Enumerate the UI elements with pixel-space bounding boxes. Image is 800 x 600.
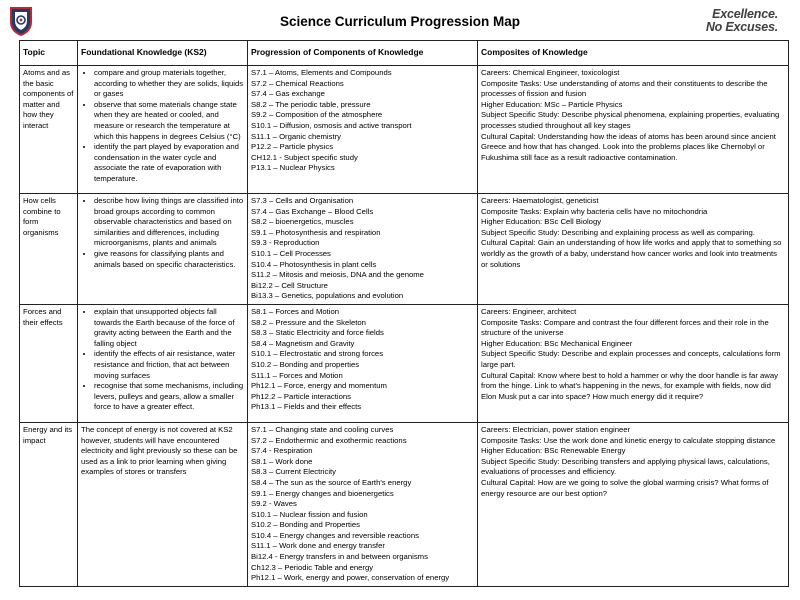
progression-item: S10.2 – Bonding and Properties [251, 520, 360, 530]
page-title: Science Curriculum Progression Map [279, 14, 521, 29]
progression-item: S7.4 – Gas Exchange – Blood Cells [251, 206, 374, 216]
progression-item: S8.2 – The periodic table, pressure [251, 99, 371, 109]
table-row [20, 304, 789, 422]
composite-item: Careers: Chemical Engineer, toxicologist [481, 68, 620, 77]
progression-item: S10.1 – Nuclear fission and fusion [251, 509, 368, 519]
table-row [20, 422, 789, 586]
composite-item: Higher Education: BSc Renewable Energy [481, 446, 626, 456]
ks2-bullet: • compare and group materials together, according to whether they are solids, liquids or gases [94, 68, 244, 100]
table-row [20, 194, 789, 305]
ks2-bullet: • give reasons for classifying plants and animals based on specific characteristics. [94, 249, 244, 270]
table-row [20, 66, 789, 194]
progression-item: Bi13.3 – Genetics, populations and evolution [251, 291, 404, 301]
progression-item: Ph13.1 – Fields and their effects [251, 402, 362, 412]
progression-item: S8.4 – Magnetism and Gravity [251, 338, 355, 348]
ks2-bullet: • observe that some materials change state when they are heated or cooled, and measure or research the temperature at which this happens in degrees Celsius (°C) [94, 100, 244, 142]
progression-item: S11.2 – Mitosis and meiosis, DNA and the genome [251, 270, 424, 280]
progression-item: S9.1 – Photosynthesis and respiration [251, 227, 381, 237]
ks2-bullet: • identify the effects of air resistance, water resistance and friction, that act between moving surfaces [94, 349, 244, 381]
composite-item: Careers: Electrician, power station engineer [481, 424, 631, 434]
progression-item: S10.4 – Photosynthesis in plant cells [251, 259, 377, 269]
progression-item: S7.4 - Respiration [251, 446, 313, 456]
ks2-bullet: • recognise that some mechanisms, including levers, pulleys and gears, allow a smaller force to have a greater effect. [94, 381, 244, 413]
progression-item: Ph12.2 – Particle interactions [251, 391, 351, 401]
composite-item: Higher Education: MSc – Particle Physics [481, 99, 623, 109]
progression-item: P13.1 – Nuclear Physics [251, 163, 335, 173]
composite-item: Cultural Capital: How are we going to solve the global warming crisis? What forms of energy resource are our best option? [481, 477, 769, 498]
progression-item: Bi12.2 – Cell Structure [251, 280, 328, 290]
topic-cell: Atoms and as the basic components of matter and how they interact [20, 66, 78, 194]
progression-cell [248, 194, 478, 305]
composite-item: Cultural Capital: Know where best to hold a hammer or why the door handle is far away from the hinge. Link to what's happening in the news, for example with fields, now did Elon Musk put a car into space? How much energy did it require? [481, 370, 778, 401]
composite-item: Composite Tasks: Use understanding of atoms and their constituents to describe the processes of fission and fusion [481, 78, 768, 99]
progression-item: S7.4 – Gas exchange [251, 89, 325, 99]
ks2-bullet: • explain that unsupported objects fall towards the Earth because of the force of gravity acting between the Earth and the falling object [94, 307, 244, 349]
ks2-bullet: • describe how living things are classified into broad groups according to common observable characteristics and based on similarities and differences, including microorganisms, plants and animals [94, 196, 244, 249]
composite-item: Higher Education: BSc Cell Biology [481, 217, 602, 227]
progression-cell [248, 422, 478, 586]
ks2-cell [78, 422, 248, 586]
header-ks2: Foundational Knowledge (KS2) [78, 41, 248, 66]
ks2-cell [78, 194, 248, 305]
header-composites: Composites of Knowledge [478, 41, 789, 66]
header-progression: Progression of Components of Knowledge [248, 41, 478, 66]
composite-item: Cultural Capital: Understanding how the ideas of atoms has been around since ancient Greece and how that has changed. Look into the problems places like Chernobyl or Fukushima still face as a result radioactive contamination. [481, 131, 776, 162]
progression-item: S9.2 – Composition of the atmosphere [251, 110, 383, 120]
progression-item: S8.2 – Pressure and the Skeleton [251, 317, 366, 327]
composites-cell [478, 304, 789, 422]
school-motto [706, 8, 778, 34]
progression-item: S11.1 – Organic chemistry [251, 131, 342, 141]
progression-item: S10.1 – Cell Processes [251, 248, 331, 258]
composite-item: Careers: Haematologist, geneticist [481, 196, 599, 205]
progression-cell [248, 304, 478, 422]
composite-item: Subject Specific Study: Describe physical phenomena, explaining properties, evaluating processes studied throughout all key stages [481, 110, 780, 130]
progression-item: Ph12.1 – Force, energy and momentum [251, 381, 387, 391]
ks2-bullet-list [81, 68, 244, 185]
progression-item: CH12.1 - Subject specific study [251, 152, 358, 162]
progression-item: Ph12.1 – Work, energy and power, conservation of energy [251, 573, 450, 583]
composites-cell [478, 66, 789, 194]
ks2-cell [78, 66, 248, 194]
motto-line-2: No Excuses. [705, 20, 778, 34]
progression-item: S11.1 – Work done and energy transfer [251, 541, 385, 551]
progression-item: S10.1 – Diffusion, osmosis and active transport [251, 120, 412, 130]
ks2-bullet: • identify the part played by evaporation and condensation in the water cycle and associate the rate of evaporation with temperature. [94, 142, 244, 184]
progression-item: S9.1 – Energy changes and bioenergetics [251, 488, 394, 498]
progression-item: S9.3 - Reproduction [251, 238, 320, 248]
composite-item: Composite Tasks: Compare and contrast the four different forces and their role in the structure of the universe [481, 317, 769, 338]
progression-item: S8.1 – Forces and Motion [251, 306, 340, 316]
ks2-cell [78, 304, 248, 422]
composite-item: Subject Specific Study: Describe and explain processes and concepts, calculations form large part. [481, 349, 781, 369]
progression-item: S10.4 – Energy changes and reversible reactions [251, 530, 419, 540]
progression-item: S7.3 – Cells and Organisation [251, 196, 354, 205]
ks2-bullet-list [81, 307, 244, 413]
composite-item: Subject Specific Study: Describing and explaining process as well as comparing. [481, 227, 755, 237]
ks2-text: The concept of energy is not covered at KS2 however, students will have encountered electricity and light previously so these can be used as a link to prior learning when giving examples of stores or transfers [81, 424, 238, 477]
topic-cell: Forces and their effects [20, 304, 78, 422]
composite-item: Subject Specific Study: Describing transfers and applying physical laws, calculations, evaluations of processes and efficiency. [481, 456, 770, 477]
progression-item: S7.1 – Atoms, Elements and Compounds [251, 68, 392, 77]
progression-item: S10.2 – Bonding and properties [251, 359, 360, 369]
composite-item: Careers: Engineer, architect [481, 306, 577, 316]
progression-item: Ch12.3 – Periodic Table and energy [251, 562, 374, 572]
progression-item: S8.3 – Static Electricity and force fields [251, 328, 384, 338]
progression-item: Bi12.4 - Energy transfers in and between organisms [251, 552, 428, 562]
progression-item: S7.1 – Changing state and cooling curves [251, 424, 394, 434]
ks2-bullet-list [81, 196, 244, 270]
progression-cell [248, 66, 478, 194]
progression-item: S8.2 – bioenergetics, muscles [251, 217, 354, 227]
progression-item: S7.2 – Chemical Reactions [251, 78, 344, 88]
table-header-row [20, 41, 789, 66]
progression-item: S8.4 – The sun as the source of Earth's energy [251, 477, 412, 487]
progression-item: S11.1 – Forces and Motion [251, 370, 343, 380]
topic-cell: Energy and its impact [20, 422, 78, 586]
progression-item: S10.1 – Electrostatic and strong forces [251, 349, 384, 359]
topic-cell: How cells combine to form organisms [20, 194, 78, 305]
motto-line-1: Excellence. [712, 7, 778, 21]
composite-item: Higher Education: BSc Mechanical Engineer [481, 338, 633, 348]
header-topic: Topic [20, 41, 78, 66]
progression-item: S8.3 – Current Electricity [251, 467, 337, 477]
progression-item: S7.2 – Endothermic and exothermic reactions [251, 435, 407, 445]
progression-item: P12.2 – Particle physics [251, 142, 334, 152]
composites-cell [478, 422, 789, 586]
curriculum-table [19, 40, 789, 587]
progression-item: S9.2 - Waves [251, 499, 297, 509]
progression-item: S8.1 – Work done [251, 456, 313, 466]
composite-item: Composite Tasks: Explain why bacteria cells have no mitochondria [481, 206, 708, 216]
composite-item: Cultural Capital: Gain an understanding of how life works and apply that to something so worldly as the growth of a baby, understand how cancer works and look into treatments or solutions [481, 238, 782, 269]
composite-item: Composite Tasks: Use the work done and kinetic energy to calculate stopping distance [481, 435, 776, 445]
composites-cell [478, 194, 789, 305]
